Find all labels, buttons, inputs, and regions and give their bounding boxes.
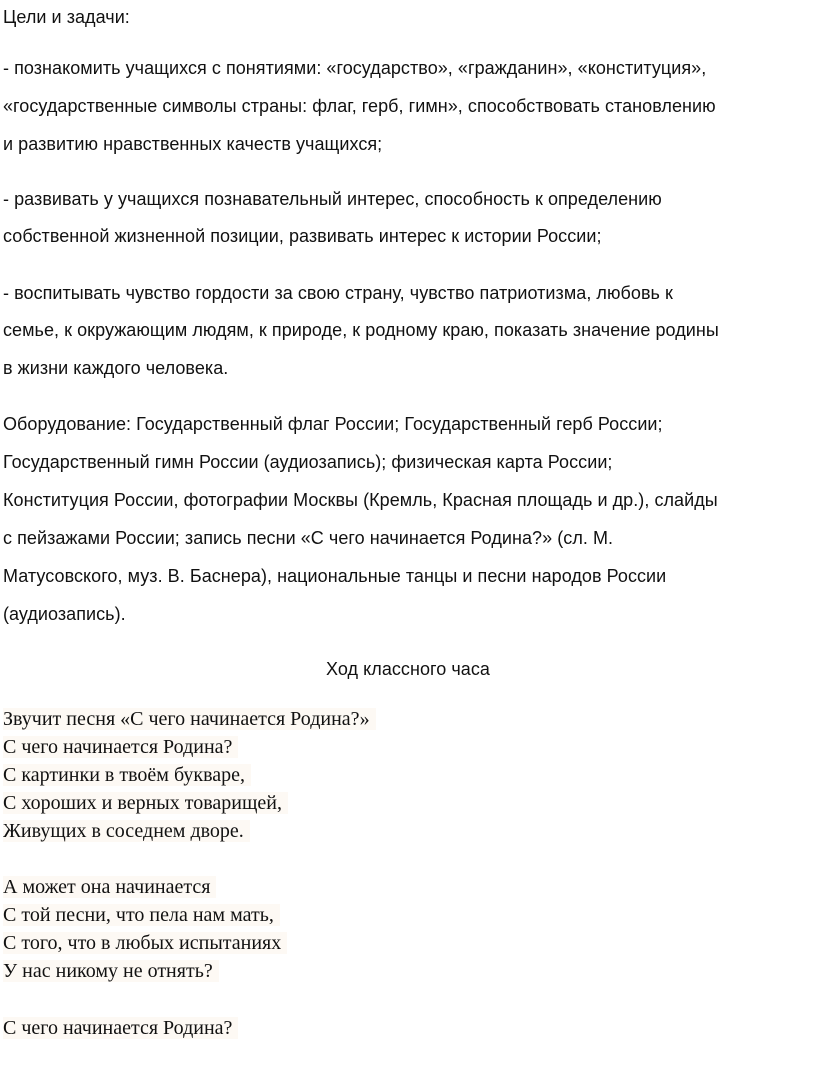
verse-1-line-4: Живущих в соседнем дворе. — [3, 817, 250, 845]
song-intro: Звучит песня «С чего начинается Родина?» — [3, 705, 376, 733]
goal-2-line-2: собственной жизненной позиции, развивать интерес к истории России; — [3, 226, 602, 246]
goal-1-line-1: - познакомить учащихся с понятиями: «государство», «гражданин», «конституция», — [3, 58, 707, 78]
equipment-line-5: Матусовского, муз. В. Баснера), национальные танцы и песни народов России — [3, 566, 667, 586]
equipment-line-6: (аудиозапись). — [3, 604, 126, 624]
goal-3-line-1: - воспитывать чувство гордости за свою страну, чувство патриотизма, любовь к — [3, 283, 673, 303]
goal-1-line-3: и развитию нравственных качеств учащихся; — [3, 134, 383, 154]
verse-3-line-1: С чего начинается Родина? — [3, 1014, 238, 1042]
goal-2-line-1: - развивать у учащихся познавательный интерес, способность к определению — [3, 189, 662, 209]
equipment-line-4: с пейзажами России; запись песни «С чего начинается Родина?» (сл. М. — [3, 528, 614, 548]
verse-2-line-1: А может она начинается — [3, 873, 216, 901]
equipment-line-2: Государственный гимн России (аудиозапись); физическая карта России; — [3, 452, 613, 472]
verse-1-line-3: С хороших и верных товарищей, — [3, 789, 288, 817]
goals-heading: Цели и задачи: — [3, 7, 130, 27]
goal-3-line-2: семье, к окружающим людям, к природе, к родному краю, показать значение родины — [3, 320, 719, 340]
verse-2-line-2: С той песни, что пела нам мать, — [3, 901, 280, 929]
goal-1-line-2: «государственные символы страны: флаг, герб, гимн», способствовать становлению — [3, 96, 716, 116]
verse-2-line-3: С того, что в любых испытаниях — [3, 929, 287, 957]
equipment-line-3: Конституция России, фотографии Москвы (Кремль, Красная площадь и др.), слайды — [3, 490, 718, 510]
lesson-heading: Ход классного часа — [326, 659, 490, 679]
verse-1-line-1: С чего начинается Родина? — [3, 733, 238, 761]
equipment-line-1: Оборудование: Государственный флаг России; Государственный герб России; — [3, 414, 663, 434]
verse-1-line-2: С картинки в твоём букваре, — [3, 761, 251, 789]
verse-2-line-4: У нас никому не отнять? — [3, 957, 219, 985]
goal-3-line-3: в жизни каждого человека. — [3, 358, 229, 378]
